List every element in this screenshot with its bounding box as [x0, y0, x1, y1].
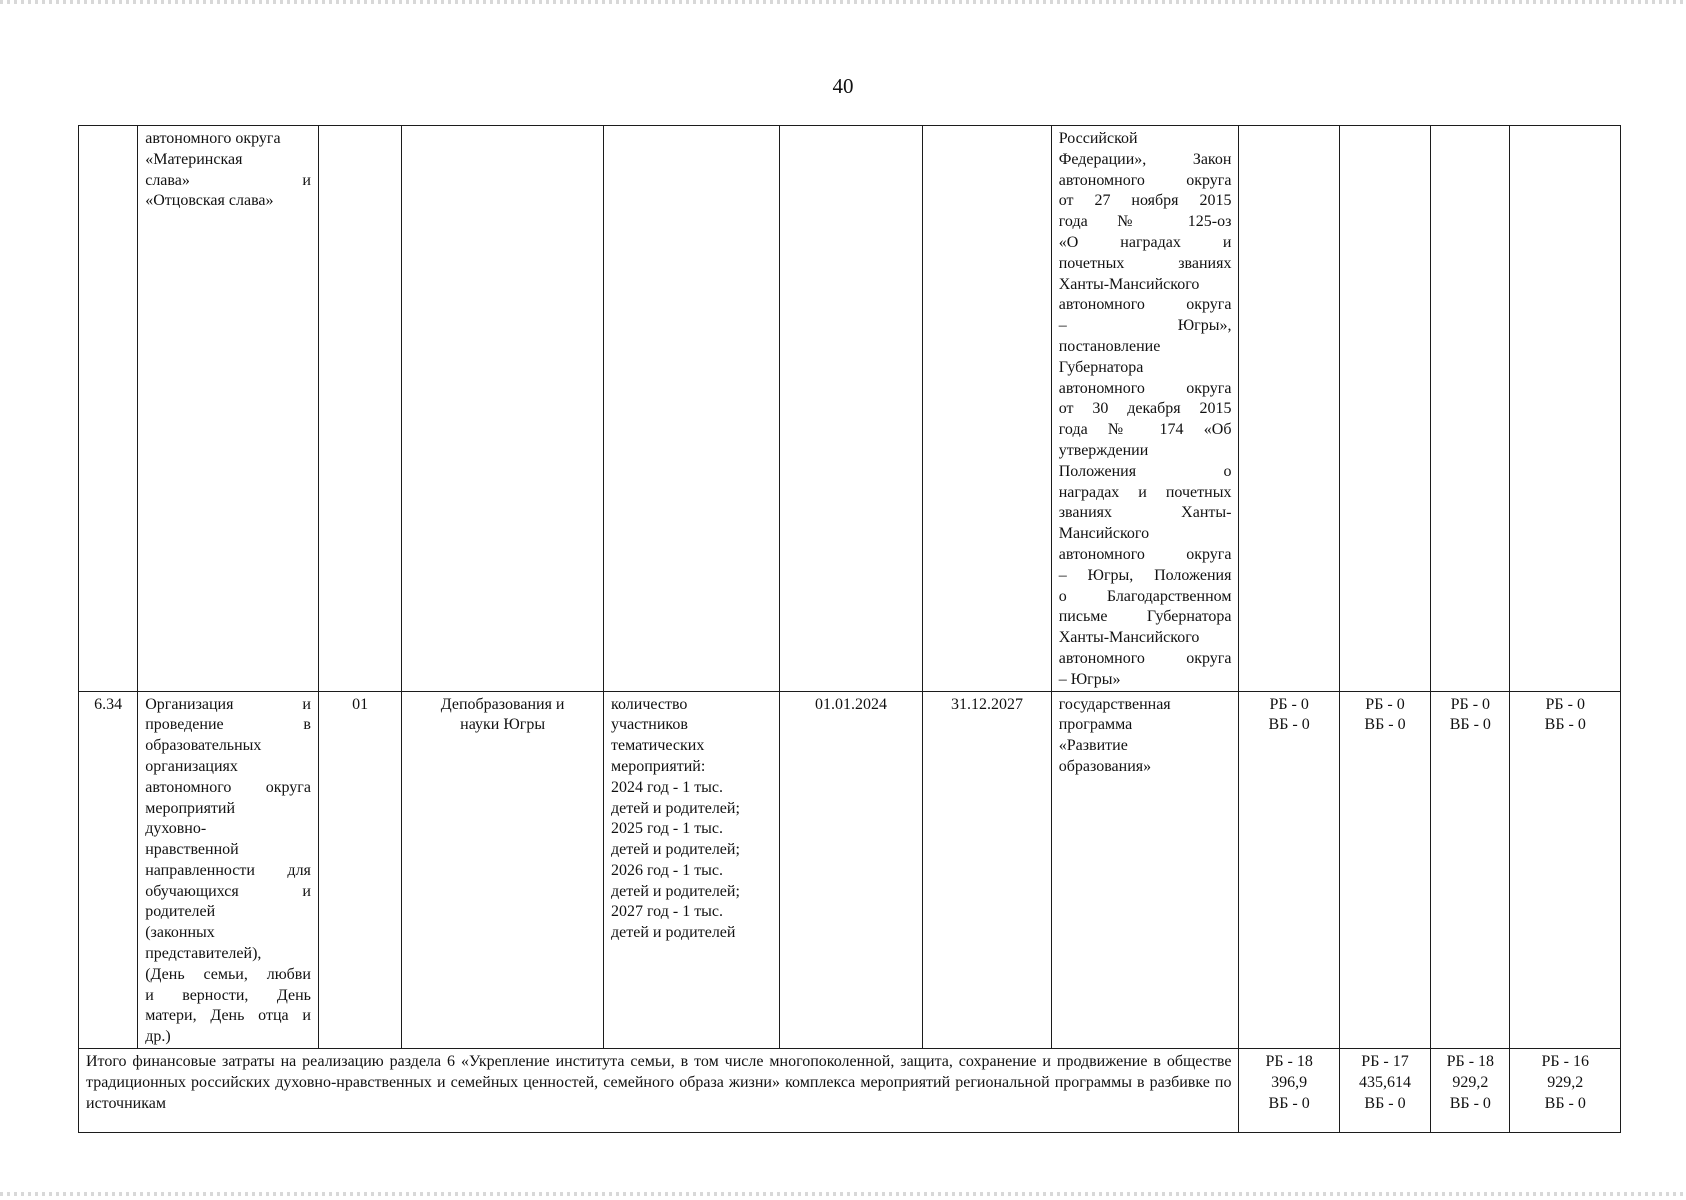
cell-measure-name: Организация и проведение в образовательных организациях автономного округа мероприятий духовно- нравственной направленности для обучающихся и родителей (законных представителей), (День семьи, любви и верности, День матери, День отца и др.)	[138, 691, 319, 1049]
cell-finance-2026	[1431, 126, 1510, 692]
cell-finance-2027: РБ - 0 ВБ - 0	[1510, 691, 1621, 1049]
scan-edge-bottom	[0, 1192, 1686, 1196]
cell-finance-2025	[1339, 126, 1430, 692]
cell-finance-2027	[1510, 126, 1621, 692]
cell-total-2024: РБ - 18 396,9 ВБ - 0	[1239, 1049, 1339, 1133]
cell-finance-2025: РБ - 0 ВБ - 0	[1339, 691, 1430, 1049]
scan-edge-top	[0, 0, 1686, 4]
cell-measure-name: автономного округа «Материнская слава» и «Отцовская слава»	[138, 126, 319, 692]
table-row-continuation	[79, 126, 1621, 692]
cell-start-date: 01.01.2024	[779, 691, 923, 1049]
cell-total-2027: РБ - 16 929,2 ВБ - 0	[1510, 1049, 1621, 1133]
page-number: 40	[832, 74, 854, 98]
cell-end-date	[923, 126, 1052, 692]
cell-finance-2024	[1239, 126, 1339, 692]
table-row-total	[79, 1049, 1621, 1133]
cell-legal-basis: государственная программа «Развитие образования»	[1051, 691, 1239, 1049]
cell-end-date: 31.12.2027	[923, 691, 1052, 1049]
cell-executor: Депобразования и науки Югры	[402, 691, 604, 1049]
cell-indicator: количество участников тематических мероприятий: 2024 год - 1 тыс. детей и родителей; 2025 год - 1 тыс. детей и родителей; 2026 год - 1 тыс. детей и родителей; 2027 год - 1 тыс. детей и родителей	[604, 691, 780, 1049]
cell-code: 01	[318, 691, 401, 1049]
measures-table	[78, 125, 1621, 1133]
cell-total-2025: РБ - 17 435,614 ВБ - 0	[1339, 1049, 1430, 1133]
cell-indicator	[604, 126, 780, 692]
cell-number	[79, 126, 138, 692]
cell-code	[318, 126, 401, 692]
cell-finance-2026: РБ - 0 ВБ - 0	[1431, 691, 1510, 1049]
cell-number: 6.34	[79, 691, 138, 1049]
cell-total-label: Итого финансовые затраты на реализацию раздела 6 «Укрепление института семьи, в том числе многопоколенной, защита, сохранение и продвижение в обществе традиционных российских духовно-нравственных и семейных ценностей, семейного образа жизни» комплекса мероприятий региональной программы в разбивке по источникам	[79, 1049, 1239, 1133]
cell-finance-2024: РБ - 0 ВБ - 0	[1239, 691, 1339, 1049]
cell-start-date	[779, 126, 923, 692]
table-row-6-34	[79, 691, 1621, 1049]
cell-total-2026: РБ - 18 929,2 ВБ - 0	[1431, 1049, 1510, 1133]
cell-legal-basis: Российской Федерации», Закон автономного округа от 27 ноября 2015 года № 125-оз «О наградах и почетных званиях Ханты-Мансийского автономного округа – Югры», постановление Губернатора автономного округа от 30 декабря 2015 года № 174 «Об утверждении Положения о наградах и почетных званиях Ханты- Мансийского автономного округа – Югры, Положения о Благодарственном письме Губернатора Ханты-Мансийского автономного округа – Югры»	[1051, 126, 1239, 692]
cell-executor	[402, 126, 604, 692]
